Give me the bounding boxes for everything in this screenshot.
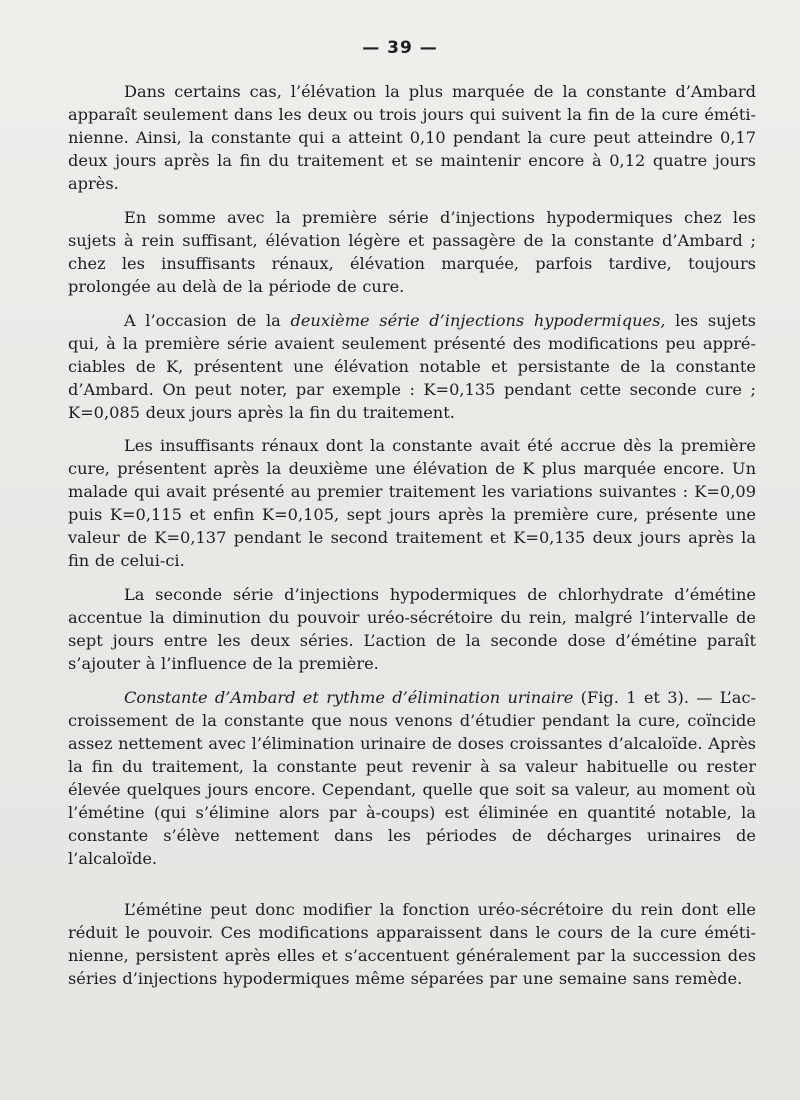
paragraph-2: En somme avec la première série d’injections hypodermiques chez les sujets à rein suffisant, élévation légère et passagère de la constante d’Ambard ; chez les insuffisants rénaux, élévation marquée, parfois tardive, toujours prolongée au delà de la période de cure. — [68, 208, 756, 296]
paragraph-3-italic: deuxième série d’injections hypodermiques, — [290, 311, 666, 330]
paragraph-7-conclusion: L’émétine peut donc modifier la fonction uréo-sécrétoire du rein dont elle réduit le pouvoir. Ces modifications apparaissent dans le cours de la cure émétinienne, persistent après elles et s’accentuent généralement par la succession des séries d’injections hypodermiques même séparées par une semaine sans remède. — [68, 900, 756, 988]
page-number: — 39 — — [362, 38, 438, 58]
paragraph-3-rest: les sujets qui, à la première série avaient seulement présenté des modifications peu appréciables de K, présentent une élévation notable et persistante de la constante d’Ambard. On peut noter, par exemple : K=0,135 pendant cette seconde cure ; K=0,085 deux jours après la fin du traitement. — [68, 311, 756, 422]
paragraph-3-lead: A l’occasion de la — [124, 311, 291, 330]
paragraph-6-rest: (Fig. 1 et 3). — L’accroissement de la constante que nous venons d’étudier pendant la cure, coïncide assez nettement avec l’élimination urinaire de doses croissantes d’alcaloïde. Après la fin du traitement, la constante peut revenir à sa valeur habituelle ou rester élevée quelques jours encore. Cependant, quelle que soit sa valeur, au moment où l’émétine (qui s’élimine alors par à-coups) est éliminée en quantité notable, la constante s’élève nettement dans les périodes de décharges urinaires de l’alcaloïde. — [68, 688, 756, 868]
paragraph-3 — [68, 309, 756, 424]
paragraph-5: La seconde série d’injections hypodermiques de chlorhydrate d’émétine accentue la diminution du pouvoir uréo-sécrétoire du rein, malgré l’intervalle de sept jours entre les deux séries. L’action de la seconde dose d’émétine paraît s’ajouter à l’influence de la première. — [68, 585, 756, 673]
body-text — [68, 80, 756, 1001]
paragraph-6 — [68, 686, 756, 870]
paragraph-1: Dans certains cas, l’élévation la plus marquée de la constante d’Ambard apparaît seulement dans les deux ou trois jours qui suivent la fin de la cure émétinienne. Ainsi, la constante qui a atteint 0,10 pendant la cure peut atteindre 0,17 deux jours après la fin du traitement et se maintenir encore à 0,12 quatre jours après. — [68, 82, 756, 193]
paragraph-4: Les insuffisants rénaux dont la constante avait été accrue dès la première cure, présentent après la deuxième une élévation de K plus marquée encore. Un malade qui avait présenté au premier traitement les variations suivantes : K=0,09 puis K=0,115 et enfin K=0,105, sept jours après la première cure, présente une valeur de K=0,137 pendant le second traitement et K=0,135 deux jours après la fin de celui-ci. — [68, 436, 756, 570]
paragraph-6-heading: Constante d’Ambard et rythme d’élimination urinaire — [124, 688, 574, 707]
